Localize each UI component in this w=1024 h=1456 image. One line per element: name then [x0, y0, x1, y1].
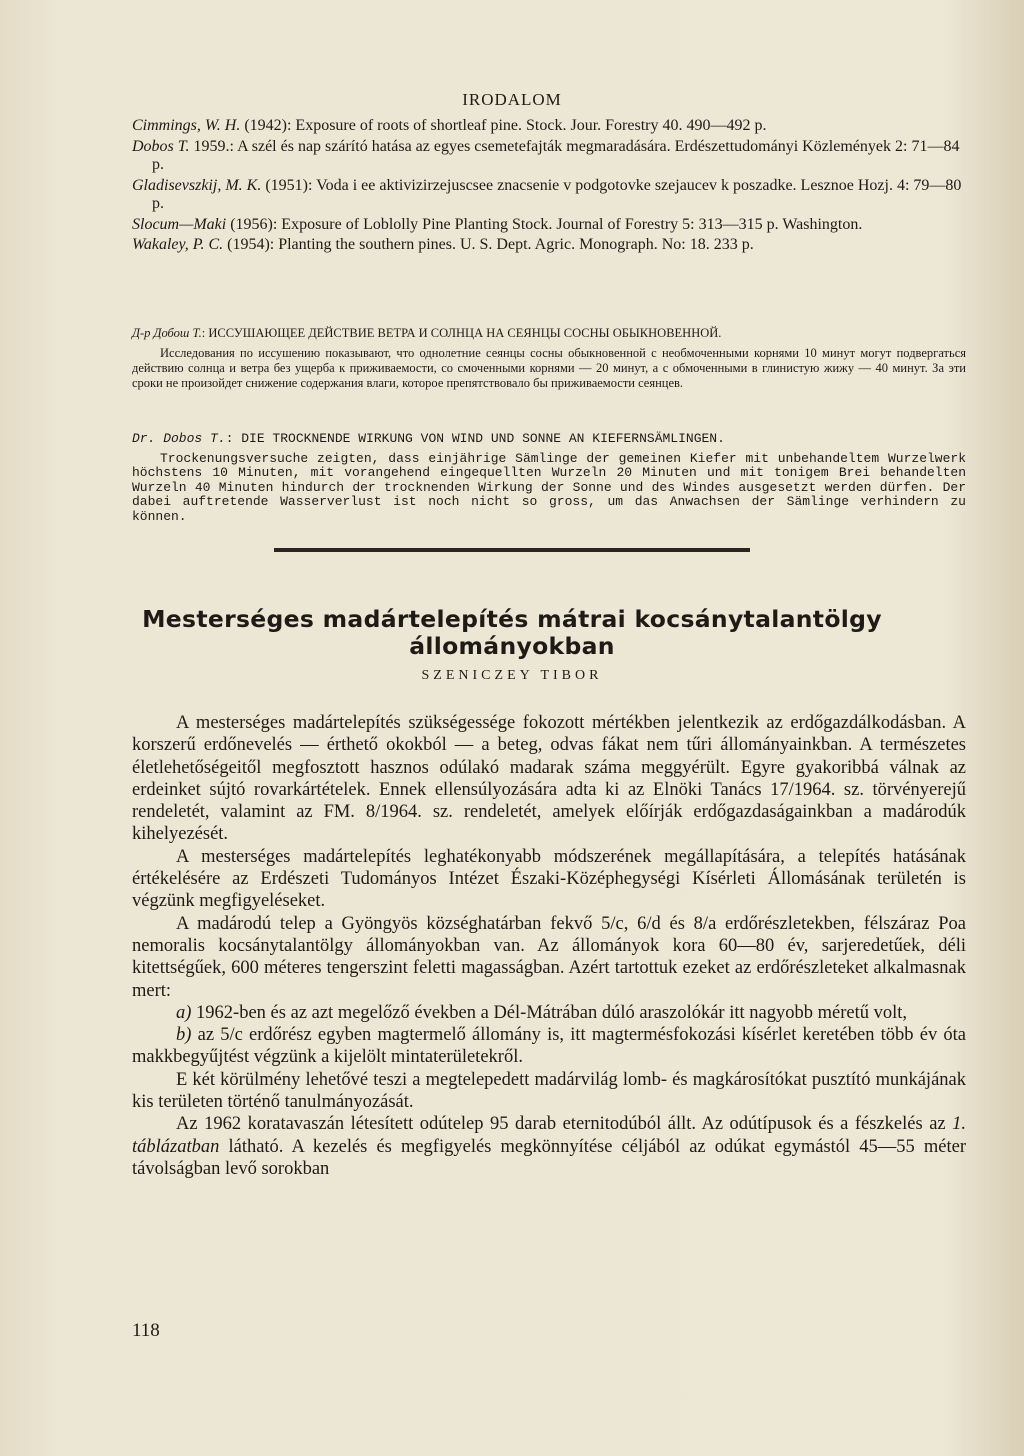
reference-author: Slocum—Maki [132, 215, 227, 233]
reference-author: Wakaley, P. C. [132, 236, 224, 253]
body-paragraph: A mesterséges madártelepítés szükségessége fokozott mértékben jelentkezik az erdőgazdálkodásban. A korszerű erdőnevelés — érthető okokból — a beteg, odvas fákat nem tűri állományainkban. A természetes életlehetőségeitől megfosztott hasznos odúlakó madarak száma meggyérült. Egyre gyakoribbá válnak az erdeinket sújtó rovarkártételek. Ennek ellensúlyozására adta ki az Elnöki Tanács 17/1964. sz. törvényerejű rendeletét, valamint az FM. 8/1964. sz. rendeletét, amelyek előírják erdőgazdaságainkban a madárodúk kihelyezését. [132, 713, 966, 845]
body-paragraph: Az 1962 koratavaszán létesített odútelep 95 darab eternitodúból állt. Az odútípusok és a fészkelés az 1. táblázatban látható. A kezelés és megfigyelés megkönnyítése céljából az odúkat egymástól 45—55 méter távolságban levő sorokban [132, 1114, 966, 1179]
abstract-russian [132, 326, 966, 391]
reference-author: Dobos T. [132, 137, 190, 155]
reference-author: Gladisevszkij, M. K. [132, 176, 262, 194]
abstract-title: Dr. Dobos T.: DIE TROCKNENDE WIRKUNG VON WIND UND SONNE AN KIEFERNSÄMLINGEN. [132, 431, 725, 446]
reference-text: (1956): Exposure of Loblolly Pine Planting Stock. Journal of Forestry 5: 313—315 p. Washington. [226, 215, 863, 233]
reference-item [132, 177, 966, 214]
article-author: SZENICZEY TIBOR [421, 668, 603, 683]
abstract-body: Исследования по иссушению показывают, что однолетние сеянцы сосны обыкновенной с необмоченными корнями 10 минут могут подвергаться действию солнца и ветра без ущерба к приживаемости, со смоченными корнями — 20 минут, а с обмоченными в глинистую жижу — 40 минут. За эти сроки не произойдет снижение содержания влаги, которое препятствовало бы приживаемости сеянцев. [132, 346, 966, 390]
reference-list [132, 117, 966, 257]
reference-item [132, 236, 966, 255]
reference-item [132, 216, 966, 235]
list-item-a: a) 1962-ben és az azt megelőző években a Dél-Mátrában dúló araszolókár itt nagyobb méretű volt, [176, 1002, 907, 1023]
reference-author: Cimmings, W. H. [132, 117, 241, 134]
list-item-b: b) az 5/c erdőrész egyben magtermelő állomány is, itt magtermésfokozási kísérlet keretében több év óta makkbegyűjtést végzünk a kijelölt mintaterületekről. [132, 1025, 966, 1068]
reference-item [132, 138, 966, 175]
section-divider [274, 548, 750, 552]
abstract-author: Д-р Добош Т. [132, 326, 202, 340]
abstract-title: Д-р Добош Т.: ИССУШАЮЩЕЕ ДЕЙСТВИЕ ВЕТРА И СОЛНЦА НА СЕЯНЦЫ СОСНЫ ОБЫКНОВЕННОЙ. [132, 326, 722, 340]
reference-text: 1959.: A szél és nap szárító hatása az egyes csemetefajták megmaradására. Erdészettudományi Közlemények 2: 71—84 p. [152, 137, 960, 173]
reference-text: (1954): Planting the southern pines. U. S. Dept. Agric. Monograph. No: 18. 233 p. [223, 236, 754, 253]
reference-text: (1951): Voda i ee aktivizirzejuscsee znacsenie v podgotovke szejaucev k poszadke. Lesznoe Hozj. 4: 79—80 p. [152, 176, 962, 212]
section-heading: IRODALOM [462, 90, 562, 109]
body-paragraph: A madárodú telep a Gyöngyös községhatárban fekvő 5/c, 6/d és 8/a erdőrészletekben, félszáraz Poa nemoralis kocsánytalantölgy állományokban van. Az állományok kora 60—80 év, sarjeredetűek, déli kitettségűek, 600 méteres tengerszint feletti magasságban. Azért tartottuk ezeket az erdőrészleteket alkalmasnak mert: [132, 913, 966, 1001]
body-paragraph: E két körülmény lehetővé teszi a megtelepedett madárvilág lomb- és magkárosítókat pusztító munkájának kis területen történő tanulmányozását. [132, 1069, 966, 1113]
abstract-german [132, 432, 966, 524]
article-body [132, 712, 966, 1180]
body-paragraph: A mesterséges madártelepítés leghatékonyabb módszerének megállapítására, a telepítés hatásának értékelésére az Erdészeti Tudományos Intézet Északi-Középhegységi Kísérleti Állomásának területén is végzünk megfigyeléseket. [132, 846, 966, 912]
table-reference: 1. táblázatban [132, 1114, 966, 1157]
abstract-author: Dr. Dobos T. [132, 431, 226, 446]
reference-item [132, 117, 966, 136]
reference-text: (1942): Exposure of roots of shortleaf pine. Stock. Jour. Forestry 40. 490—492 p. [240, 117, 767, 134]
article-title: Mesterséges madártelepítés mátrai kocsánytalantölgy állományokban [142, 605, 882, 660]
abstract-body: Trockenungsversuche zeigten, dass einjährige Sämlinge der gemeinen Kiefer mit unbehandeltem Wurzelwerk höchstens 10 Minuten, mit vorangehend eingequellten Wurzeln 20 Minuten und mit tonigem Brei behandelten Wurzeln 40 Minuten hindurch der trocknenden Wirkung der Sonne und des Windes ausgesetzt werden dürfen. Der dabei auftretende Wasserverlust ist noch nicht so gross, um das Anwachsen der Sämlinge verhindern zu können. [132, 450, 966, 524]
page-number: 118 [132, 1320, 160, 1341]
